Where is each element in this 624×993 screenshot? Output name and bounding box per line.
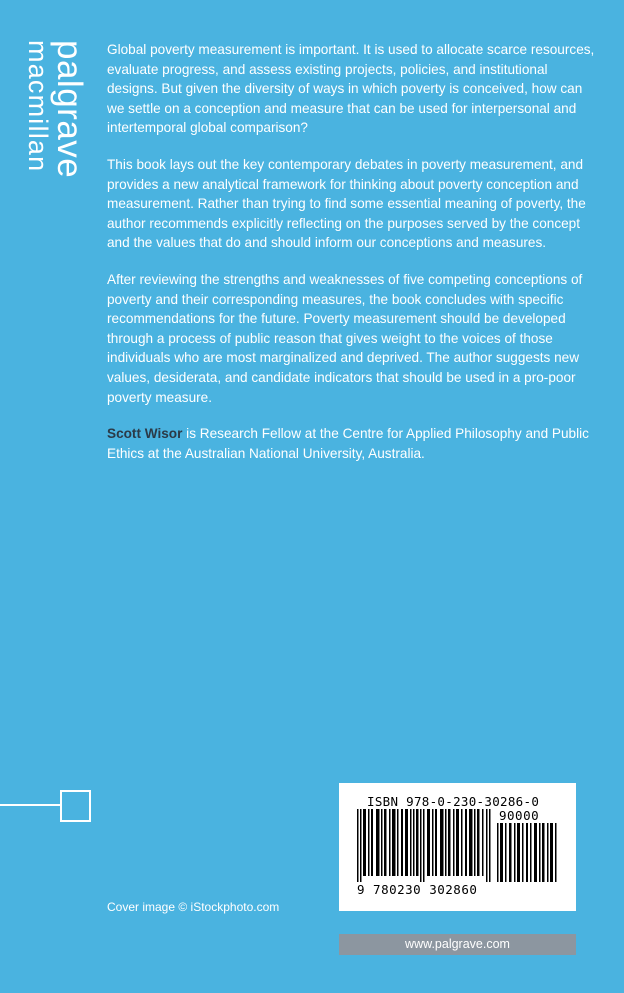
isbn-label: ISBN 978-0-230-30286-0	[367, 794, 540, 809]
addon-barcode-bars	[497, 823, 557, 882]
author-bio	[107, 424, 597, 463]
publisher-logo	[24, 40, 94, 190]
cover-image-credit: Cover image © iStockphoto.com	[107, 900, 280, 914]
logo-palgrave: palgrave	[50, 40, 89, 179]
decorative-square	[60, 790, 91, 822]
author-name: Scott Wisor	[107, 426, 183, 442]
publisher-website[interactable]: www.palgrave.com	[339, 934, 576, 955]
blurb-paragraph-2: This book lays out the key contemporary debates in poverty measurement, and provides a new analytical framework for thinking about poverty conception and measurement. Rather than trying to find some essential meaning of poverty, the author recommends explicitly reflecting on the purposes served by the concept and the values that do and should inform our conceptions and measures.	[107, 156, 586, 251]
addon-price-code: 90000	[499, 808, 540, 823]
back-cover-blurb	[107, 40, 597, 480]
logo-macmillan: macmillan	[23, 40, 53, 173]
ean-barcode-bars	[357, 809, 492, 882]
logo-rotated-text	[23, 40, 89, 179]
decorative-line	[0, 804, 60, 806]
blurb-paragraph-1: Global poverty measurement is important. It is used to allocate scarce resources, evaluate progress, and assess existing projects, policies, and institutional designs. But given the diversity of ways in which poverty is conceived, how can we settle on a conception and measure that can be used for interpersonal and intertemporal global comparison?	[107, 42, 595, 136]
isbn-barcode	[339, 783, 576, 911]
ean-number: 9 780230 302860	[357, 882, 478, 897]
author-bio-text: is Research Fellow at the Centre for Applied Philosophy and Public Ethics at the Australian National University, Australia.	[107, 426, 589, 461]
blurb-paragraph-3: After reviewing the strengths and weaknesses of five competing conceptions of poverty and their corresponding measures, the book concludes with specific recommendations for the future. Poverty measurement should be developed through a process of public reason that gives weight to the voices of those individuals who are most marginalized and deprived. The author suggests new values, desiderata, and candidate indicators that should be used in a pro-poor poverty measure.	[107, 271, 583, 405]
